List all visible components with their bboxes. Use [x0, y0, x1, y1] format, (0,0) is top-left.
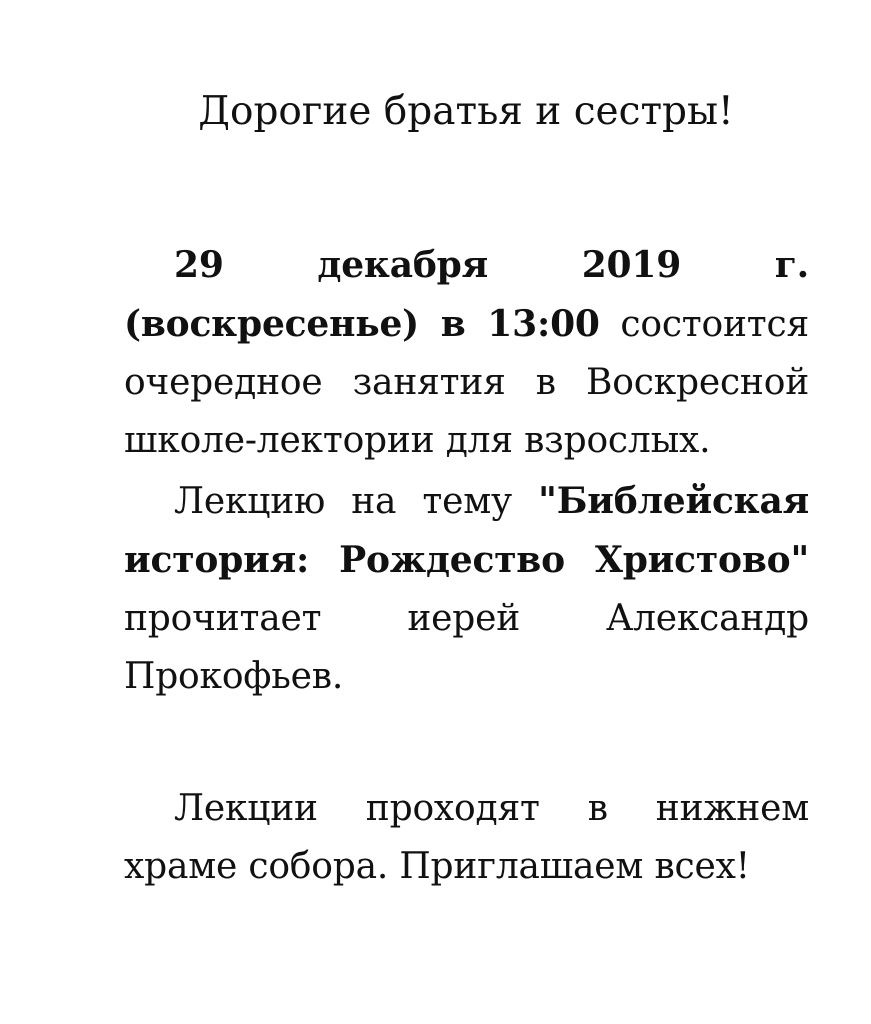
event-date-time: 29 декабря 2019 г. (воскресенье) в 13:00 [124, 244, 809, 345]
greeting-heading: Дорогие братья и сестры! [198, 89, 734, 134]
lecturer-text: прочитает иерей Александр Прокофьев. [124, 598, 809, 697]
announcement-paragraph [124, 236, 809, 470]
lecture-topic: "Библейская история: Рождество Христово" [124, 480, 809, 581]
lecture-paragraph [124, 472, 809, 706]
announcement-text: состоится очередное занятия в Воскресной школе-лектории для взрослых. [124, 304, 809, 461]
lecture-intro: Лекцию на тему [174, 481, 539, 522]
invitation-text: Лекции проходят в нижнем храме собора. Приглашаем всех! [124, 788, 809, 887]
invitation-paragraph [124, 780, 809, 896]
